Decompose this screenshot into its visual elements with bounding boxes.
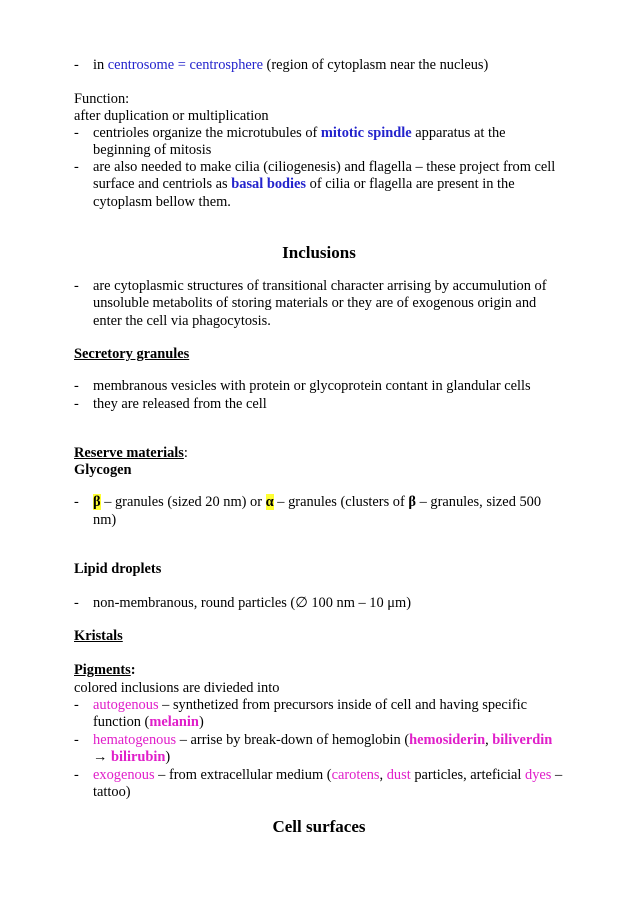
pigment-item-2-line-1: hematogenous – arrise by break-down of hemoglobin (hemosiderin, biliverdin bbox=[93, 732, 553, 748]
secretory-item-1: membranous vesicles with protein or glycoprotein contant in glandular cells bbox=[93, 378, 531, 394]
centrosome-line: in centrosome = centrosphere (region of cytoplasm near the nucleus) bbox=[93, 57, 489, 73]
function-intro: after duplication or multiplication bbox=[74, 108, 269, 124]
reserve-materials-heading: Reserve materials: bbox=[74, 445, 188, 461]
cell-surfaces-heading: Cell surfaces bbox=[272, 817, 366, 836]
melanin-term: melanin bbox=[149, 714, 199, 730]
beta-symbol: β bbox=[93, 494, 101, 510]
biliverdin-term: biliverdin bbox=[492, 732, 553, 748]
bullet-dash: - bbox=[74, 494, 79, 510]
pigments-intro: colored inclusions are divieded into bbox=[74, 680, 280, 696]
bullet-dash: - bbox=[74, 697, 79, 713]
autogenous-term: autogenous bbox=[93, 697, 159, 713]
inclusions-heading: Inclusions bbox=[282, 243, 356, 262]
carotens-term: carotens bbox=[331, 767, 380, 783]
pigment-item-3-line-1: exogenous – from extracellular medium (carotens, dust particles, arteficial dyes – bbox=[93, 767, 563, 783]
secretory-granules-heading: Secretory granules bbox=[74, 346, 190, 362]
pigments-heading: Pigments: bbox=[74, 662, 136, 678]
centrosome-term: centrosome = centrosphere bbox=[107, 57, 263, 73]
bullet-dash: - bbox=[74, 125, 79, 141]
inclusions-text-line-2: unsoluble metabolits of storing materials or they are of exogenous origin and bbox=[93, 295, 537, 311]
pigment-item-1-line-1: autogenous – synthetized from precursors inside of cell and having specific bbox=[93, 697, 527, 713]
bullet-dash: - bbox=[74, 732, 79, 748]
basal-bodies-term: basal bodies bbox=[231, 176, 307, 192]
function-label: Function: bbox=[74, 91, 130, 107]
hemosiderin-term: hemosiderin bbox=[409, 732, 486, 748]
glycogen-line-2: nm) bbox=[93, 512, 117, 528]
bullet-dash: - bbox=[74, 378, 79, 394]
glycogen-heading: Glycogen bbox=[74, 462, 132, 478]
bullet-dash: - bbox=[74, 159, 79, 175]
function-item-2-line-1: are also needed to make cilia (ciliogenesis) and flagella – these project from cell bbox=[93, 159, 556, 175]
kristals-heading: Kristals bbox=[74, 628, 123, 644]
function-item-1-line-2: beginning of mitosis bbox=[93, 142, 212, 158]
bullet-dash: - bbox=[74, 278, 79, 294]
exogenous-term: exogenous bbox=[93, 767, 155, 783]
inclusions-text-line-3: enter the cell via phagocytosis. bbox=[93, 313, 271, 329]
lipid-item: non-membranous, round particles (∅ 100 nm – 10 μm) bbox=[93, 595, 411, 611]
pigment-item-2-line-2: → bilirubin) bbox=[93, 749, 171, 765]
pigment-item-1-line-2: function (melanin) bbox=[93, 714, 204, 730]
dyes-term: dyes bbox=[525, 767, 552, 783]
arrow-right-icon: → bbox=[93, 749, 111, 765]
bullet-dash: - bbox=[74, 57, 79, 73]
lipid-droplets-heading: Lipid droplets bbox=[74, 561, 162, 577]
bullet-dash: - bbox=[74, 595, 79, 611]
bullet-dash: - bbox=[74, 396, 79, 412]
mitotic-spindle-term: mitotic spindle bbox=[320, 125, 412, 141]
dust-term: dust bbox=[386, 767, 411, 783]
inclusions-text-line-1: are cytoplasmic structures of transitional character arrising by accumulution of bbox=[93, 278, 547, 294]
function-item-2-line-2: surface and centriols as basal bodies of cilia or flagella are present in the bbox=[93, 176, 515, 192]
pigment-item-3-line-2: tattoo) bbox=[93, 784, 131, 800]
function-item-2-line-3: cytoplasm bellow them. bbox=[93, 194, 231, 210]
function-item-1-line-1: centrioles organize the microtubules of mitotic spindle apparatus at the bbox=[93, 125, 506, 141]
hematogenous-term: hematogenous bbox=[93, 732, 177, 748]
bullet-dash: - bbox=[74, 767, 79, 783]
glycogen-line-1: β – granules (sized 20 nm) or α – granules (clusters of β – granules, sized 500 bbox=[93, 494, 542, 510]
bilirubin-term: bilirubin bbox=[111, 749, 166, 765]
secretory-item-2: they are released from the cell bbox=[93, 396, 267, 412]
alpha-symbol: α bbox=[265, 494, 274, 510]
